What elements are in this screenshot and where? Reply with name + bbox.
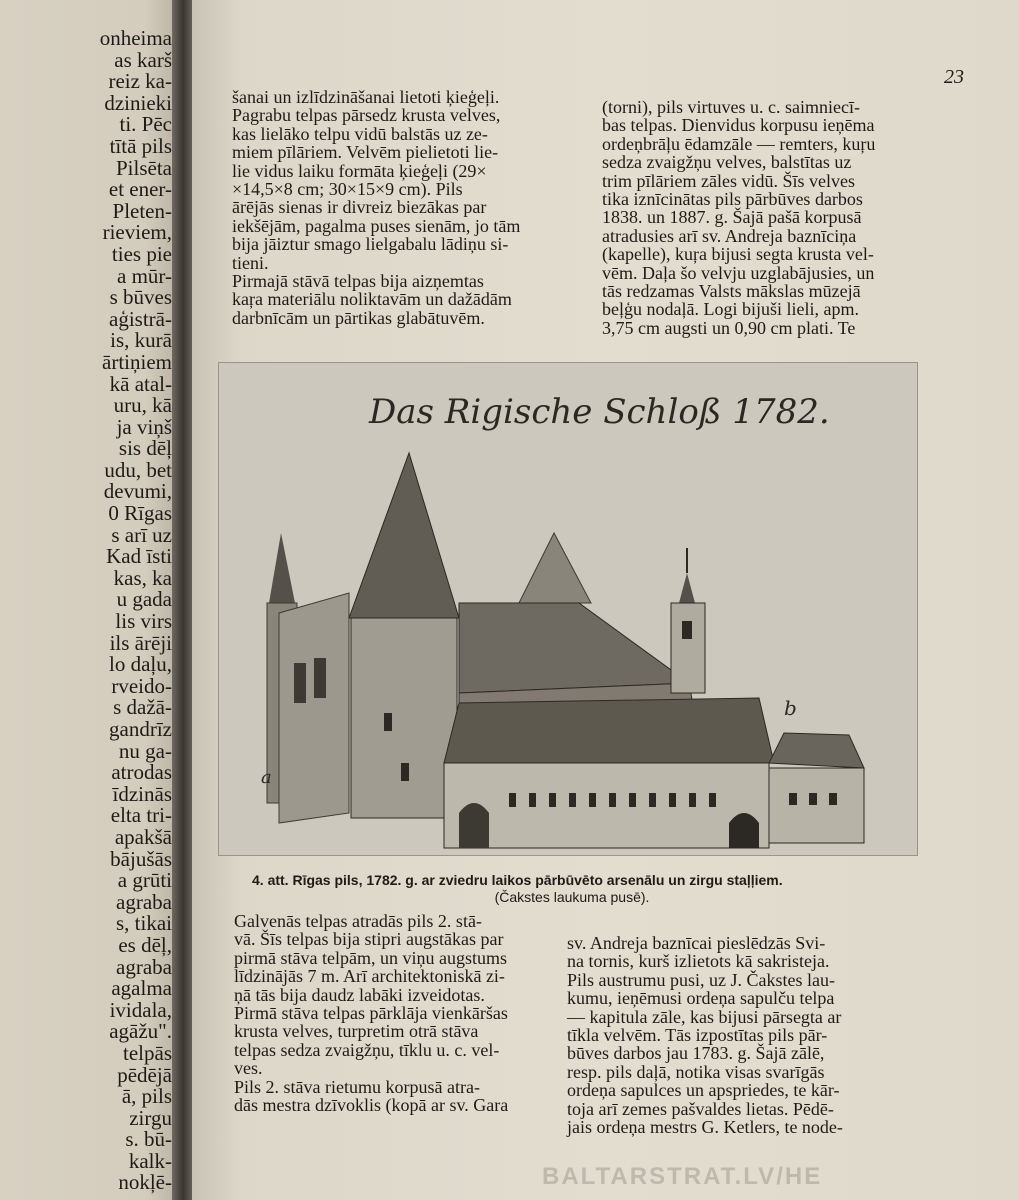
left-page-line: rieviem, <box>102 220 172 245</box>
text-line: ves. <box>234 1058 263 1079</box>
text-line: Pirmā stāva telpas pārklāja vienkāršas <box>234 1003 508 1024</box>
text-column-bottom-right <box>567 934 843 1136</box>
left-page-line: bājušās <box>110 846 172 871</box>
left-page-line: udu, bet <box>104 457 172 482</box>
left-page-line: kalk- <box>128 1148 172 1173</box>
caption-line-1: 4. att. Rīgas pils, 1782. g. ar zviedru laikos pārbūvēto arsenālu un zirgu staļļiem. <box>252 872 783 888</box>
left-page-line: Pleten- <box>112 198 172 223</box>
left-page-line: et ener- <box>108 177 172 202</box>
text-line: toja arī zemes pašvaldes lietas. Pēdē- <box>567 1098 834 1119</box>
left-page-line: ils ārēji <box>109 630 172 655</box>
left-page-line: s arī uz <box>111 522 172 547</box>
left-page-line: devumi, <box>103 479 172 504</box>
text-line: tās redzamas Valsts mākslas mūzejā <box>602 281 861 302</box>
figure-caption <box>252 872 892 905</box>
text-line: dās mestra dzīvoklis (kopā ar sv. Gara <box>234 1095 509 1116</box>
text-column-bottom-left <box>234 912 508 1114</box>
page-number: 23 <box>944 66 964 88</box>
text-line: būves darbos jau 1783. g. Šajā zālē, <box>567 1043 825 1064</box>
left-page-line: aģistrā- <box>109 306 172 331</box>
text-line: 1838. un 1887. g. Šajā pašā korpusā <box>602 207 862 228</box>
text-line: (kapelle), kuŗa bijusi segta krusta vel- <box>602 244 874 265</box>
left-page-line: reiz ka- <box>108 69 172 94</box>
text-line: tīkla velvēm. Tās izpostītas pils pār- <box>567 1025 828 1046</box>
text-line: (torni), pils virtuves u. c. saimniecī- <box>602 97 860 117</box>
left-page-line: agraba <box>116 954 172 979</box>
left-page-line: onheima <box>99 26 172 50</box>
left-page-line: a grūti <box>117 868 172 893</box>
text-line: beļģu nodaļā. Logi bijuši lieli, apm. <box>602 299 859 320</box>
left-page-text <box>100 28 172 1194</box>
text-line: trim pīlāriem zāles vidū. Šīs velves <box>602 170 855 191</box>
text-line: ordeņa sapulces un apspriedes, te kār- <box>567 1080 840 1101</box>
text-line: jais ordeņa mestrs G. Ketlers, te node- <box>567 1117 843 1138</box>
left-page-line: nokļē- <box>118 1170 172 1195</box>
left-page-line: es dēļ, <box>118 932 172 957</box>
left-page-line: ividala, <box>109 997 172 1022</box>
left-page-line: lo daļu, <box>109 652 172 677</box>
text-line: kaŗa materiālu noliktavām un dažādām <box>232 289 512 310</box>
left-page-line: agraba <box>116 889 172 914</box>
left-page-line: atrodas <box>111 760 172 785</box>
watermark: BALTARSTRAT.LV/HE <box>542 1163 823 1190</box>
left-page-line: is, kurā <box>110 328 172 353</box>
text-column-top-right <box>602 98 875 337</box>
castle-illustration <box>218 362 918 856</box>
left-page-line: elta tri- <box>110 803 172 828</box>
left-page-line: agāžu". <box>109 1019 172 1044</box>
left-page-line: ārtiņiem <box>102 349 172 374</box>
text-line: šanai un izlīdzināšanai lietoti ķieģeļi. <box>232 87 500 107</box>
left-page-line: ā, pils <box>121 1084 172 1109</box>
left-page-line: s. bū- <box>125 1127 172 1152</box>
text-line: sedza zvaigžņu velves, balstītas uz <box>602 152 852 173</box>
text-line: — kapitula zāle, kas bijusi pārsegta ar <box>567 1006 842 1027</box>
text-line: bas telpas. Dienvidus korpusu ieņēma <box>602 115 875 136</box>
text-line: vā. Šīs telpas bija stipri augstākas par <box>234 929 504 950</box>
left-page-line: tītā pils <box>109 133 172 158</box>
text-line: telpas sedza zvaigžņu, tīklu u. c. vel- <box>234 1039 500 1060</box>
left-page-line: īdzinās <box>112 781 172 806</box>
text-line: kumu, ieņēmusi ordeņa sapulču telpa <box>567 988 835 1009</box>
left-page-line: ties pie <box>111 241 172 266</box>
left-page-line: telpās <box>123 1040 172 1065</box>
left-page-line: Kad īsti <box>106 544 172 569</box>
left-page-line: apakšā <box>114 824 172 849</box>
left-page-line: agalma <box>111 976 172 1001</box>
text-line: tika iznīcinātas pils pārbūves darbos <box>602 189 863 210</box>
left-page-line: lis virs <box>115 609 172 634</box>
text-line: iekšējām, pagalma puses sienām, jo tām <box>232 215 521 236</box>
left-page-line: nu ga- <box>118 738 172 763</box>
text-line: atradusies arī sv. Andreja baznīciņa <box>602 225 857 246</box>
left-page-line: uru, kā <box>113 393 172 418</box>
text-line: resp. pils daļā, notika visas svarīgās <box>567 1061 825 1082</box>
text-line: darbnīcām un pārtikas glabātuvēm. <box>232 307 485 328</box>
text-line: pirmā stāva telpām, un viņu augstums <box>234 947 507 968</box>
left-page-line: dzinieki <box>104 90 172 115</box>
text-line: miem pīlāriem. Velvēm pielietoti lie- <box>232 142 499 163</box>
left-page-line: kas, ka <box>113 565 172 590</box>
left-page-line: gandrīz <box>109 717 172 741</box>
text-line: vēm. Daļa šo velvju uzglabājusies, un <box>602 262 875 283</box>
text-line: kas lielāko telpu vidū balstās uz ze- <box>232 123 488 144</box>
left-page <box>0 0 180 1200</box>
text-line: Galvenās telpas atradās pils 2. stā- <box>234 911 482 931</box>
text-line: krusta velves, turpretim otrā stāva <box>234 1021 479 1042</box>
text-line: Pagrabu telpas pārsedz krusta velves, <box>232 105 501 126</box>
text-line: bija jāiztur smago lielgabalu lādiņu si- <box>232 234 509 255</box>
text-line: Pils 2. stāva rietumu korpusā atra- <box>234 1076 480 1097</box>
mark-a: a <box>261 767 272 788</box>
left-page-line: kā atal- <box>109 371 172 396</box>
left-page-line: a mūr- <box>117 263 172 288</box>
left-page-line: s, tikai <box>116 911 172 936</box>
left-page-line: s būves <box>109 285 172 310</box>
left-page-line: pēdējā <box>117 1062 172 1087</box>
left-page-line: ja viņš <box>116 414 172 439</box>
text-line: Pirmajā stāvā telpas bija aizņemtas <box>232 271 484 292</box>
right-page <box>192 0 1019 1200</box>
handwritten-title: Das Rigische Schloß 1782. <box>369 392 830 432</box>
mark-b: b <box>784 696 797 720</box>
left-page-line: u gada <box>116 587 172 612</box>
left-page-line: sis dēļ <box>118 436 172 461</box>
text-line: ordeņbrāļu ēdamzāle — remters, kuŗu <box>602 133 876 154</box>
left-page-line: zirgu <box>129 1105 172 1130</box>
left-page-line: as karš <box>114 47 172 72</box>
text-line: līdzinājās 7 m. Arī architektoniskā zi- <box>234 966 505 987</box>
left-page-line: ti. Pēc <box>119 112 172 137</box>
text-column-top-left <box>232 88 520 327</box>
text-line: ×14,5×8 cm; 30×15×9 cm). Pils <box>232 179 463 200</box>
caption-line-2: (Čakstes laukuma pusē). <box>494 889 650 905</box>
text-line: lie vidus laiku formāta ķieģeļi (29× <box>232 160 487 181</box>
text-line: ārējās sienas ir divreiz biezākas par <box>232 197 487 218</box>
left-page-line: Pilsēta <box>116 155 172 180</box>
text-line: Pils austrumu pusi, uz J. Čakstes lau- <box>567 969 835 990</box>
castle-drawing <box>219 363 917 855</box>
text-line: ņā tās bija daudz labāki izveidotas. <box>234 984 485 1005</box>
left-page-line: rveido- <box>111 673 172 698</box>
left-page-line: s dažā- <box>113 695 172 720</box>
text-line: na tornis, kurš izlietots kā sakristeja. <box>567 951 830 972</box>
text-line: sv. Andreja baznīcai pieslēdzās Svi- <box>567 933 826 953</box>
text-line: tieni. <box>232 252 269 273</box>
text-line: 3,75 cm augsti un 0,90 cm plati. Te <box>602 317 856 338</box>
left-page-line: 0 Rīgas <box>108 501 172 526</box>
